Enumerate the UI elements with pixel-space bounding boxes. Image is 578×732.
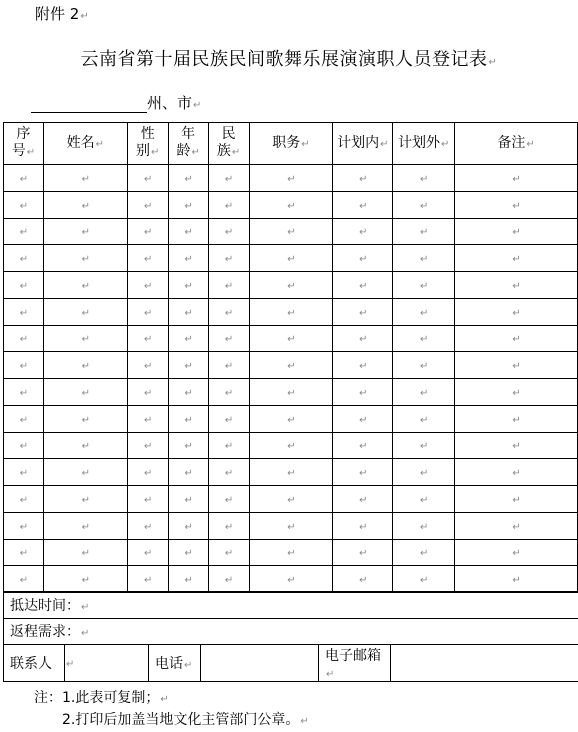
cell-seq[interactable]: ↵: [4, 539, 44, 566]
cell-ethnicity[interactable]: ↵: [208, 272, 249, 299]
cell-seq[interactable]: ↵: [4, 352, 44, 379]
cell-gender[interactable]: ↵: [127, 486, 168, 513]
cell-in_plan[interactable]: ↵: [333, 298, 393, 325]
cell-age[interactable]: ↵: [168, 459, 208, 486]
cell-remarks[interactable]: ↵: [455, 352, 578, 379]
cell-out_plan[interactable]: ↵: [393, 218, 455, 245]
cell-seq[interactable]: ↵: [4, 218, 44, 245]
cell-gender[interactable]: ↵: [127, 245, 168, 272]
cell-gender[interactable]: ↵: [127, 405, 168, 432]
cell-in_plan[interactable]: ↵: [333, 191, 393, 218]
cell-ethnicity[interactable]: ↵: [208, 352, 249, 379]
cell-position[interactable]: ↵: [249, 379, 333, 406]
cell-in_plan[interactable]: ↵: [333, 352, 393, 379]
cell-in_plan[interactable]: ↵: [333, 566, 393, 593]
cell-ethnicity[interactable]: ↵: [208, 165, 249, 192]
cell-ethnicity[interactable]: ↵: [208, 432, 249, 459]
cell-seq[interactable]: ↵: [4, 272, 44, 299]
table-row: [4, 432, 578, 459]
cell-position[interactable]: ↵: [249, 432, 333, 459]
cell-gender[interactable]: ↵: [127, 379, 168, 406]
cell-gender[interactable]: ↵: [127, 325, 168, 352]
cell-seq[interactable]: ↵: [4, 432, 44, 459]
cell-gender[interactable]: ↵: [127, 459, 168, 486]
footer-table: [3, 591, 578, 682]
contact-input[interactable]: ↵: [65, 645, 149, 682]
cell-remarks[interactable]: ↵: [455, 539, 578, 566]
cell-ethnicity[interactable]: ↵: [208, 218, 249, 245]
cell-out_plan[interactable]: ↵: [393, 379, 455, 406]
cell-remarks[interactable]: ↵: [455, 379, 578, 406]
cell-gender[interactable]: ↵: [127, 539, 168, 566]
cell-age[interactable]: ↵: [168, 272, 208, 299]
cell-remarks[interactable]: ↵: [455, 165, 578, 192]
cell-in_plan[interactable]: ↵: [333, 272, 393, 299]
email-label: 电子邮箱↵: [319, 645, 391, 682]
cell-out_plan[interactable]: ↵: [393, 512, 455, 539]
cell-gender[interactable]: ↵: [127, 191, 168, 218]
cell-out_plan[interactable]: ↵: [393, 486, 455, 513]
cell-out_plan[interactable]: ↵: [393, 298, 455, 325]
cell-age[interactable]: ↵: [168, 245, 208, 272]
cell-seq[interactable]: ↵: [4, 298, 44, 325]
cell-remarks[interactable]: ↵: [455, 566, 578, 593]
cell-position[interactable]: ↵: [249, 325, 333, 352]
cell-ethnicity[interactable]: ↵: [208, 405, 249, 432]
cell-ethnicity[interactable]: ↵: [208, 191, 249, 218]
cell-position[interactable]: ↵: [249, 272, 333, 299]
cell-out_plan[interactable]: ↵: [393, 539, 455, 566]
cell-in_plan[interactable]: ↵: [333, 379, 393, 406]
cell-out_plan[interactable]: ↵: [393, 191, 455, 218]
cell-seq[interactable]: ↵: [4, 191, 44, 218]
cell-seq[interactable]: ↵: [4, 566, 44, 593]
cell-ethnicity[interactable]: ↵: [208, 566, 249, 593]
cell-out_plan[interactable]: ↵: [393, 352, 455, 379]
cell-gender[interactable]: ↵: [127, 432, 168, 459]
cell-in_plan[interactable]: ↵: [333, 325, 393, 352]
cell-out_plan[interactable]: ↵: [393, 272, 455, 299]
cell-gender[interactable]: ↵: [127, 218, 168, 245]
cell-seq[interactable]: ↵: [4, 325, 44, 352]
table-row: [4, 486, 578, 513]
cell-remarks[interactable]: ↵: [455, 245, 578, 272]
cell-seq[interactable]: ↵: [4, 165, 44, 192]
cell-ethnicity[interactable]: ↵: [208, 325, 249, 352]
cell-age[interactable]: ↵: [168, 218, 208, 245]
table-row: [4, 405, 578, 432]
cell-ethnicity[interactable]: ↵: [208, 379, 249, 406]
cell-out_plan[interactable]: ↵: [393, 165, 455, 192]
cell-age[interactable]: ↵: [168, 191, 208, 218]
cell-name[interactable]: ↵: [43, 191, 127, 218]
cell-in_plan[interactable]: ↵: [333, 165, 393, 192]
region-field: 州、市↵: [31, 92, 201, 112]
cell-position[interactable]: ↵: [249, 539, 333, 566]
cell-position[interactable]: ↵: [249, 512, 333, 539]
table-row: [4, 352, 578, 379]
table-row: [4, 566, 578, 593]
cell-name[interactable]: ↵: [43, 352, 127, 379]
cell-gender[interactable]: ↵: [127, 298, 168, 325]
email-input[interactable]: [391, 645, 578, 682]
cell-out_plan[interactable]: ↵: [393, 566, 455, 593]
cell-position[interactable]: ↵: [249, 245, 333, 272]
region-suffix: 州、市: [147, 94, 192, 112]
cell-position[interactable]: ↵: [249, 218, 333, 245]
table-row: [4, 298, 578, 325]
cell-remarks[interactable]: ↵: [455, 432, 578, 459]
cell-name[interactable]: ↵: [43, 566, 127, 593]
cell-seq[interactable]: ↵: [4, 245, 44, 272]
cell-remarks[interactable]: ↵: [455, 298, 578, 325]
cell-in_plan[interactable]: ↵: [333, 486, 393, 513]
table-row: [4, 459, 578, 486]
cell-seq[interactable]: ↵: [4, 486, 44, 513]
header-in_plan: 计划内↵: [333, 123, 393, 165]
cell-in_plan[interactable]: ↵: [333, 512, 393, 539]
cell-age[interactable]: ↵: [168, 298, 208, 325]
cell-gender[interactable]: ↵: [127, 512, 168, 539]
table-header-row: [4, 123, 578, 165]
cell-seq[interactable]: ↵: [4, 459, 44, 486]
cell-ethnicity[interactable]: ↵: [208, 486, 249, 513]
header-seq: 序 号↵: [4, 123, 44, 165]
registration-table: [3, 122, 578, 593]
header-out_plan: 计划外↵: [393, 123, 455, 165]
cell-age[interactable]: ↵: [168, 165, 208, 192]
cell-in_plan[interactable]: ↵: [333, 459, 393, 486]
cell-gender[interactable]: ↵: [127, 272, 168, 299]
cell-gender[interactable]: ↵: [127, 566, 168, 593]
header-gender: 性 别↵: [127, 123, 168, 165]
cell-position[interactable]: ↵: [249, 352, 333, 379]
cell-gender[interactable]: ↵: [127, 352, 168, 379]
cell-ethnicity[interactable]: ↵: [208, 512, 249, 539]
header-position: 职务↵: [249, 123, 333, 165]
header-name: 姓名↵: [43, 123, 127, 165]
cell-age[interactable]: ↵: [168, 432, 208, 459]
cell-out_plan[interactable]: ↵: [393, 325, 455, 352]
cell-name[interactable]: ↵: [43, 405, 127, 432]
table-row: [4, 379, 578, 406]
notes: [34, 688, 309, 732]
table-row: [4, 272, 578, 299]
cell-in_plan[interactable]: ↵: [333, 245, 393, 272]
document-title: 云南省第十届民族民间歌舞乐展演演职人员登记表↵: [0, 45, 578, 71]
cell-name[interactable]: ↵: [43, 245, 127, 272]
note-2: 2.打印后加盖当地文化主管部门公章。↵: [34, 710, 309, 732]
cell-position[interactable]: ↵: [249, 405, 333, 432]
attachment-label: 附件 2↵: [35, 3, 89, 24]
cell-ethnicity[interactable]: ↵: [208, 539, 249, 566]
cell-ethnicity[interactable]: ↵: [208, 298, 249, 325]
contact-label: 联系人: [4, 645, 65, 682]
cell-position[interactable]: ↵: [249, 459, 333, 486]
header-age: 年 龄↵: [168, 123, 208, 165]
phone-label: 电话↵: [149, 645, 201, 682]
header-remarks: 备注↵: [455, 123, 578, 165]
cell-out_plan[interactable]: ↵: [393, 405, 455, 432]
cell-age[interactable]: ↵: [168, 486, 208, 513]
table-row: [4, 191, 578, 218]
cell-age[interactable]: ↵: [168, 512, 208, 539]
cell-position[interactable]: ↵: [249, 486, 333, 513]
cell-gender[interactable]: ↵: [127, 165, 168, 192]
cell-name[interactable]: ↵: [43, 272, 127, 299]
cell-age[interactable]: ↵: [168, 566, 208, 593]
cell-name[interactable]: ↵: [43, 165, 127, 192]
cell-in_plan[interactable]: ↵: [333, 218, 393, 245]
table-row: [4, 165, 578, 192]
arrival-time-field[interactable]: 抵达时间：↵: [4, 592, 578, 619]
cell-in_plan[interactable]: ↵: [333, 405, 393, 432]
cell-name[interactable]: ↵: [43, 432, 127, 459]
cell-remarks[interactable]: ↵: [455, 459, 578, 486]
return-request-field[interactable]: 返程需求：↵: [4, 618, 578, 645]
cell-name[interactable]: ↵: [43, 539, 127, 566]
cell-name[interactable]: ↵: [43, 325, 127, 352]
cell-remarks[interactable]: ↵: [455, 218, 578, 245]
cell-position[interactable]: ↵: [249, 165, 333, 192]
table-row: [4, 218, 578, 245]
cell-remarks[interactable]: ↵: [455, 405, 578, 432]
cell-name[interactable]: ↵: [43, 512, 127, 539]
table-row: [4, 539, 578, 566]
cell-remarks[interactable]: ↵: [455, 325, 578, 352]
cell-name[interactable]: ↵: [43, 298, 127, 325]
cell-name[interactable]: ↵: [43, 459, 127, 486]
cell-ethnicity[interactable]: ↵: [208, 245, 249, 272]
cell-name[interactable]: ↵: [43, 379, 127, 406]
cell-age[interactable]: ↵: [168, 379, 208, 406]
cell-out_plan[interactable]: ↵: [393, 432, 455, 459]
cell-name[interactable]: ↵: [43, 486, 127, 513]
cell-remarks[interactable]: ↵: [455, 272, 578, 299]
cell-out_plan[interactable]: ↵: [393, 459, 455, 486]
table-row: [4, 245, 578, 272]
cell-in_plan[interactable]: ↵: [333, 432, 393, 459]
cell-remarks[interactable]: ↵: [455, 191, 578, 218]
table-row: [4, 325, 578, 352]
cell-seq[interactable]: ↵: [4, 379, 44, 406]
cell-age[interactable]: ↵: [168, 352, 208, 379]
table-row: [4, 512, 578, 539]
cell-seq[interactable]: ↵: [4, 512, 44, 539]
cell-position[interactable]: ↵: [249, 191, 333, 218]
cell-age[interactable]: ↵: [168, 405, 208, 432]
header-ethnicity: 民 族↵: [208, 123, 249, 165]
phone-input[interactable]: [201, 645, 319, 682]
cell-age[interactable]: ↵: [168, 325, 208, 352]
cell-position[interactable]: ↵: [249, 298, 333, 325]
cell-in_plan[interactable]: ↵: [333, 539, 393, 566]
note-1: 注：1.此表可复制；↵: [34, 688, 309, 710]
cell-ethnicity[interactable]: ↵: [208, 459, 249, 486]
cell-age[interactable]: ↵: [168, 539, 208, 566]
cell-remarks[interactable]: ↵: [455, 486, 578, 513]
region-blank-line[interactable]: [31, 96, 147, 113]
cell-out_plan[interactable]: ↵: [393, 245, 455, 272]
cell-position[interactable]: ↵: [249, 566, 333, 593]
cell-seq[interactable]: ↵: [4, 405, 44, 432]
cell-name[interactable]: ↵: [43, 218, 127, 245]
cell-remarks[interactable]: ↵: [455, 512, 578, 539]
